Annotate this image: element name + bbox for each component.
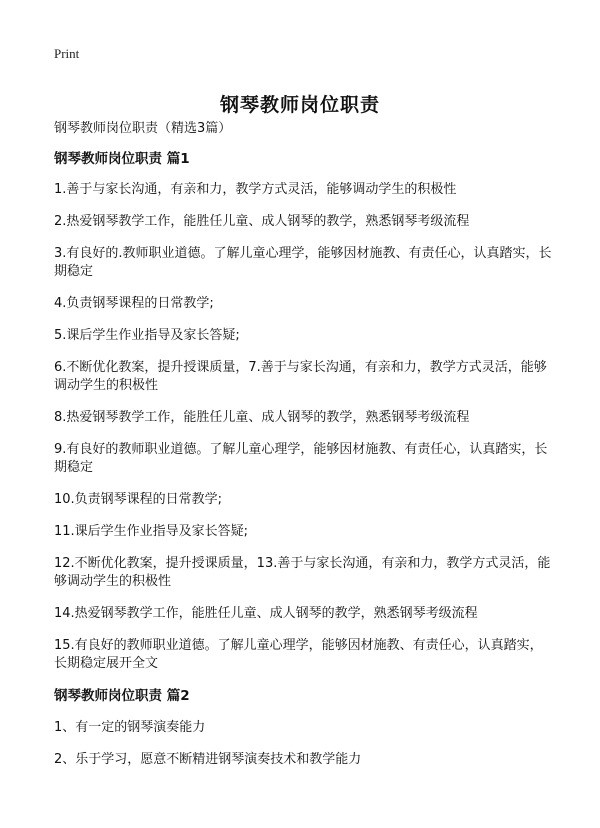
print-link[interactable]: Print [54,46,80,61]
list-item: 15.有良好的教师职业道德。了解儿童心理学，能够因材施教、有责任心，认真踏实，长期稳定展开全文 [54,638,543,671]
document-subtitle: 钢琴教师岗位职责（精选3篇） [54,121,232,136]
list-item: 1、有一定的钢琴演奏能力 [54,720,206,735]
list-item: 5.课后学生作业指导及家长答疑; [54,328,240,343]
list-item: 11.课后学生作业指导及家长答疑; [54,524,249,539]
document-content [54,150,554,769]
list-item: 8.热爱钢琴教学工作，能胜任儿童、成人钢琴的教学，熟悉钢琴考级流程 [54,410,470,425]
list-item: 10.负责钢琴课程的日常教学; [54,492,223,507]
list-item: 2.热爱钢琴教学工作，能胜任儿童、成人钢琴的教学，熟悉钢琴考级流程 [54,214,470,229]
list-item: 4.负责钢琴课程的日常教学; [54,296,214,311]
list-item: 1.善于与家长沟通，有亲和力，教学方式灵活，能够调动学生的积极性 [54,182,457,197]
list-item: 6.不断优化教案，提升授课质量，7.善于与家长沟通，有亲和力，教学方式灵活，能够调动学生的积极性 [54,360,547,393]
list-item: 12.不断优化教案，提升授课质量，13.善于与家长沟通，有亲和力，教学方式灵活，能够调动学生的积极性 [54,556,551,589]
list-item: 14.热爱钢琴教学工作，能胜任儿童、成人钢琴的教学，熟悉钢琴考级流程 [54,606,478,621]
list-item: 2、乐于学习，愿意不断精进钢琴演奏技术和教学能力 [54,752,362,767]
section-heading: 钢琴教师岗位职责 篇1 [54,151,190,167]
document-title: 钢琴教师岗位职责 [219,93,380,116]
list-item: 9.有良好的教师职业道德。了解儿童心理学，能够因材施教、有责任心，认真踏实，长期稳定 [54,442,548,475]
list-item: 3.有良好的.教师职业道德。了解儿童心理学，能够因材施教、有责任心，认真踏实，长期稳定 [54,246,552,279]
section-heading: 钢琴教师岗位职责 篇2 [54,688,190,704]
